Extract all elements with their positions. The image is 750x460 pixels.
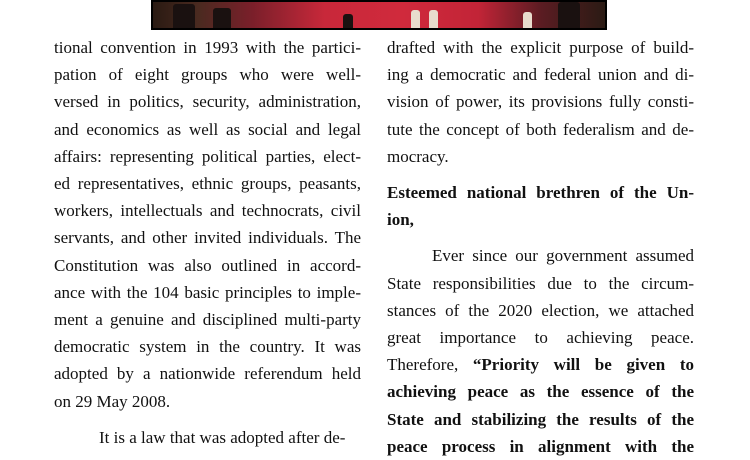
- left-paragraph-2: [54, 424, 361, 451]
- text-line: Constitution was also outlined in accord-: [54, 255, 361, 275]
- text-line: adopted by a nationwide referendum held: [54, 364, 361, 384]
- text-line: stances of the 2020 election, we attached: [387, 300, 694, 320]
- section-heading: [387, 179, 694, 233]
- header-photo: [151, 0, 607, 30]
- quote-line: Therefore, “Priority will be given to: [387, 355, 694, 375]
- text-line: pation of eight groups who were well-: [54, 65, 361, 85]
- text-line: servants, and other invited individuals. The: [54, 228, 361, 248]
- right-paragraph-2: [387, 242, 694, 460]
- quote-line: achieving peace as the essence of the: [387, 382, 694, 402]
- right-column: [387, 34, 694, 460]
- text-line: workers, intellectuals and technocrats, civil: [54, 201, 361, 221]
- quote-bold-text: “Priority will be given to: [472, 355, 694, 375]
- left-paragraph-1: [54, 34, 361, 415]
- text-line: on 29 May 2008.: [54, 391, 171, 411]
- text-line: democratic system in the country. It was: [54, 337, 361, 357]
- text-line: versed in politics, security, administration,: [54, 92, 361, 112]
- heading-line: ion,: [387, 210, 414, 230]
- photo-scene: [153, 2, 605, 28]
- text-line: and economics as well as social and legal: [54, 119, 361, 139]
- text-line: affairs: representing political parties, elect-: [54, 146, 361, 166]
- text-line: great importance to achieving peace.: [387, 328, 694, 348]
- text-line: State responsibilities due to the circum-: [387, 273, 694, 293]
- text-line: drafted with the explicit purpose of build-: [387, 38, 694, 57]
- text-line: Ever since our government assumed: [432, 246, 694, 266]
- text-line: mocracy.: [387, 146, 449, 166]
- left-column: [54, 34, 361, 451]
- right-paragraph-1: [387, 34, 694, 170]
- text-line: tional convention in 1993 with the partici-: [54, 38, 361, 57]
- text-line: It is a law that was adopted after de-: [99, 427, 346, 447]
- text-line: ing a democratic and federal union and di-: [387, 65, 694, 85]
- quote-line: State and stabilizing the results of the: [387, 409, 694, 429]
- text-line: vision of power, its provisions fully consti-: [387, 92, 694, 112]
- text-line: ance with the 104 basic principles to imple-: [54, 282, 361, 302]
- text-line: ment a genuine and disciplined multi-party: [54, 310, 361, 330]
- text-line: tute the concept of both federalism and de-: [387, 119, 694, 139]
- heading-line: Esteemed national brethren of the Un-: [387, 183, 694, 203]
- text-line: ed representatives, ethnic groups, peasants,: [54, 174, 361, 194]
- quote-line: peace process in alignment with the: [387, 436, 694, 456]
